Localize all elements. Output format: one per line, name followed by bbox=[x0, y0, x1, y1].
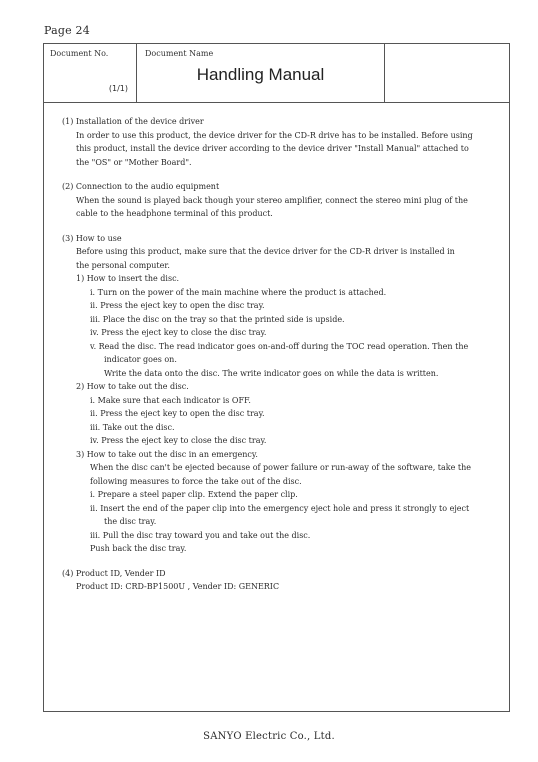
list-item: iv. Press the eject key to close the disc tray. bbox=[90, 328, 267, 337]
section-1-title: (1) Installation of the device driver bbox=[62, 117, 204, 126]
list-item: i. Turn on the power of the main machine where the product is attached. bbox=[90, 287, 387, 297]
document-number-label: Document No. bbox=[50, 49, 109, 58]
emergency-text: following measures to force the take out of the disc. bbox=[90, 476, 302, 486]
subsection-takeout-title: 2) How to take out the disc. bbox=[76, 382, 189, 391]
subsection-emergency-title: 3) How to take out the disc in an emergency. bbox=[76, 449, 258, 459]
list-item-continuation: Write the data onto the disc. The write indicator goes on while the data is written. bbox=[104, 368, 439, 378]
company-footer: SANYO Electric Co., Ltd. bbox=[203, 731, 335, 742]
subsection-insert-title: 1) How to insert the disc. bbox=[76, 274, 180, 283]
section-3-text: Before using this product, make sure that the device driver for the CD-R driver is installed in bbox=[76, 247, 455, 256]
list-item: iii. Place the disc on the tray so that the printed side is upside. bbox=[90, 314, 345, 324]
document-name-cell bbox=[137, 44, 385, 102]
list-item-continuation: indicator goes on. bbox=[104, 355, 177, 364]
list-item: ii. Press the eject key to open the disc tray. bbox=[90, 301, 265, 310]
section-1-text: the "OS" or "Mother Board". bbox=[76, 157, 192, 167]
list-item: v. Read the disc. The read indicator goes on-and-off during the TOC read operation. Then the bbox=[90, 341, 469, 351]
document-body bbox=[62, 115, 492, 594]
list-item-continuation: Push back the disc tray. bbox=[90, 544, 187, 553]
document-number-cell bbox=[44, 44, 137, 102]
section-2-text: When the sound is played back though your stereo amplifier, connect the stereo mini plug of the bbox=[76, 195, 468, 205]
header-table bbox=[44, 44, 509, 103]
section-3-text: the personal computer. bbox=[76, 260, 170, 270]
section-1-text: this product, install the device driver according to the device driver "Install Manual" attached to bbox=[76, 144, 469, 153]
product-id-text: Product ID: CRD-BP1500U , Vender ID: GENERIC bbox=[76, 582, 280, 591]
document-name-label: Document Name bbox=[145, 49, 214, 58]
section-1-text: In order to use this product, the device driver for the CD-R drive has to be installed. Before using bbox=[76, 130, 473, 140]
page-fraction: (1/1) bbox=[108, 84, 128, 93]
emergency-text: When the disc can't be ejected because of power failure or run-away of the software, take the bbox=[90, 463, 472, 472]
list-item: i. Prepare a steel paper clip. Extend the paper clip. bbox=[90, 490, 298, 499]
section-4-title: (4) Product ID, Vender ID bbox=[62, 568, 166, 578]
section-2-text: cable to the headphone terminal of this product. bbox=[76, 209, 273, 218]
section-2-title: (2) Connection to the audio equipment bbox=[62, 182, 220, 191]
list-item: iv. Press the eject key to close the disc tray. bbox=[90, 436, 267, 445]
document-frame bbox=[43, 43, 510, 712]
list-item: ii. Insert the end of the paper clip into the emergency eject hole and press it strongly to eject bbox=[90, 503, 470, 513]
list-item: i. Make sure that each indicator is OFF. bbox=[90, 395, 251, 405]
document-title: Handling Manual bbox=[196, 65, 325, 84]
list-item: iii. Take out the disc. bbox=[90, 422, 175, 432]
section-3-title: (3) How to use bbox=[62, 233, 122, 243]
page-number: Page 24 bbox=[44, 24, 90, 37]
list-item: iii. Pull the disc tray toward you and take out the disc. bbox=[90, 530, 311, 540]
list-item-continuation: the disc tray. bbox=[104, 517, 157, 526]
list-item: ii. Press the eject key to open the disc tray. bbox=[90, 409, 265, 418]
